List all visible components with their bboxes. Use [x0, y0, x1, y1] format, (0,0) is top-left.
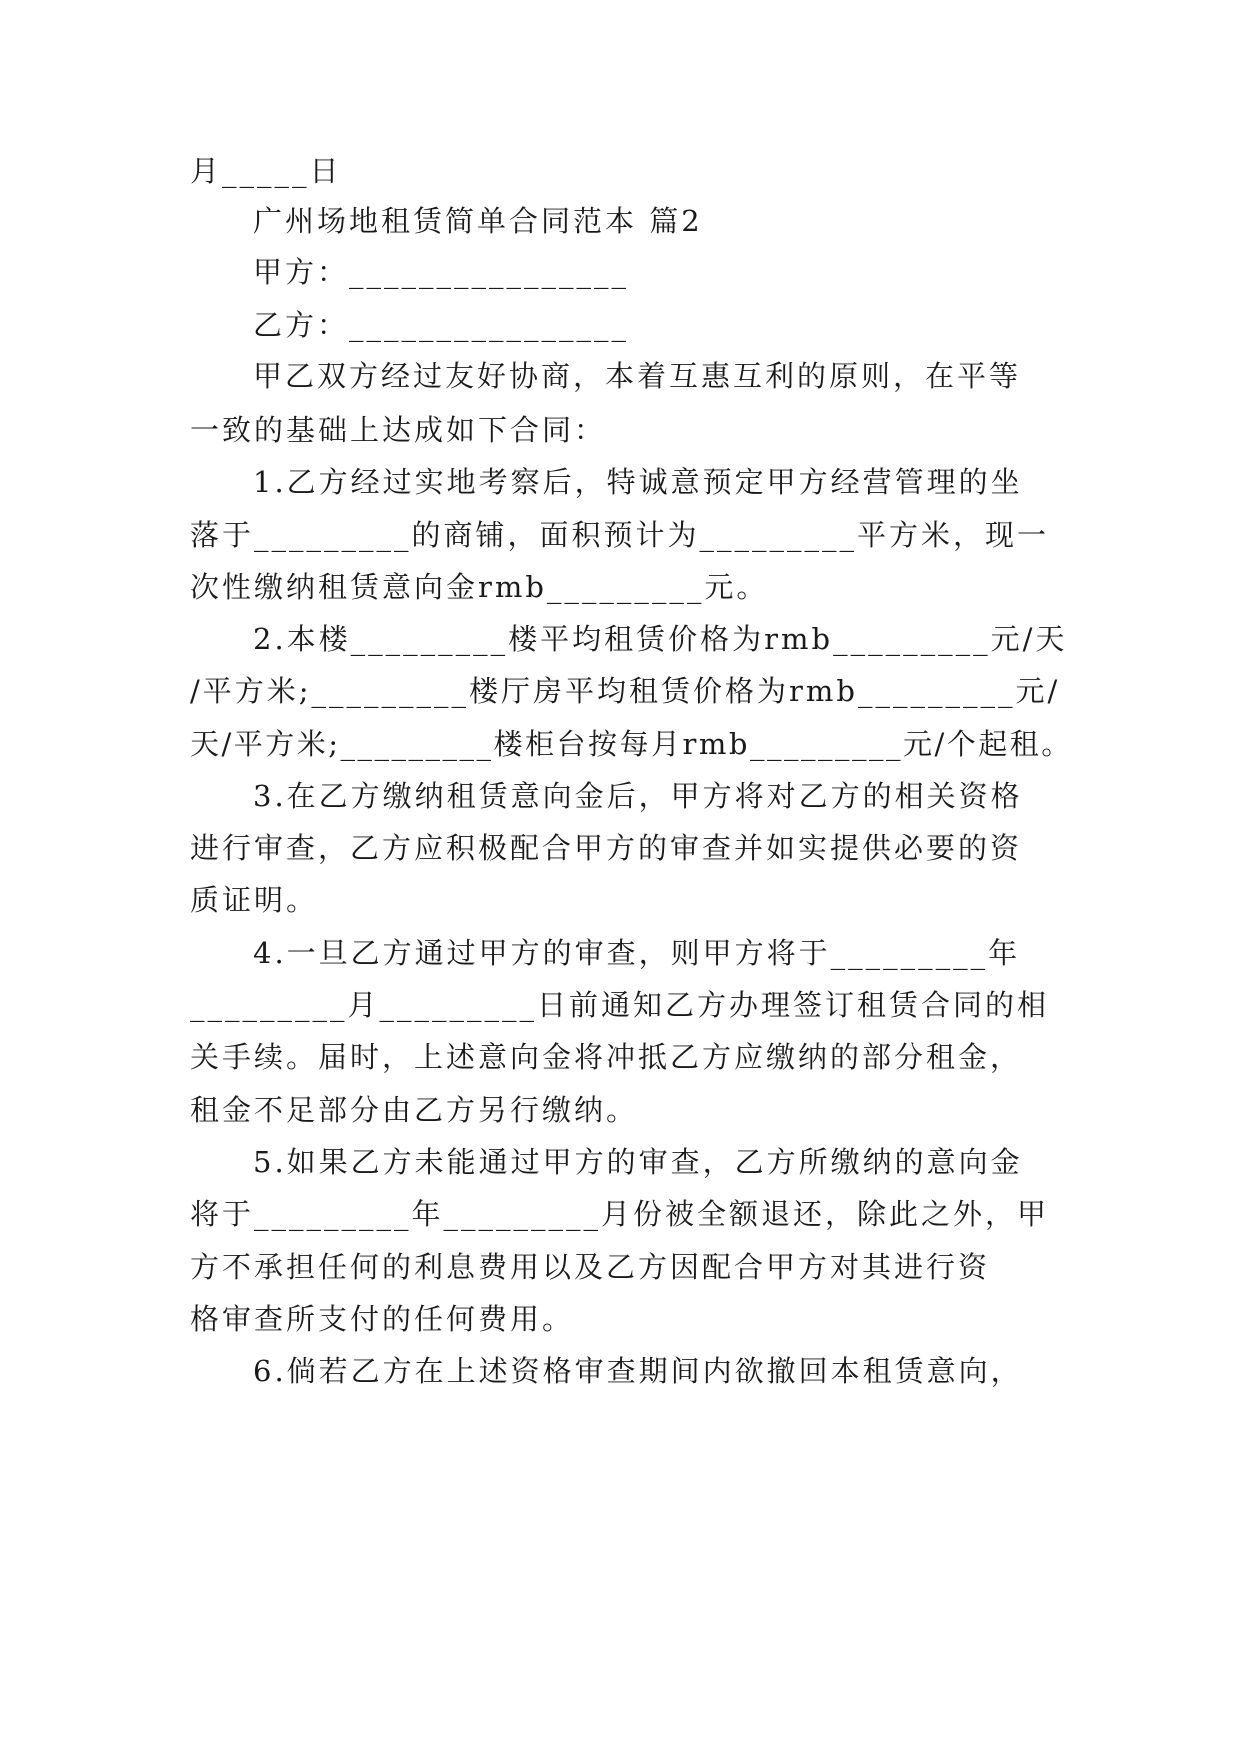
party-b-line: 乙方：________________: [253, 308, 630, 342]
date-line: 月_____日: [190, 154, 342, 188]
clause-4-line-3: 关手续。届时，上述意向金将冲抵乙方应缴纳的部分租金，: [190, 1040, 1023, 1074]
clause-4-line-4: 租金不足部分由乙方另行缴纳。: [190, 1093, 639, 1127]
clause-3-line-2: 进行审查，乙方应积极配合甲方的审查并如实提供必要的资: [190, 831, 1023, 865]
clause-4-line-1: 4.一旦乙方通过甲方的审查，则甲方将于_________年: [253, 936, 1021, 970]
clause-3-line-1: 3.在乙方缴纳租赁意向金后，甲方将对乙方的相关资格: [253, 779, 1023, 813]
contract-title: 广州场地租赁简单合同范本 篇2: [253, 204, 703, 238]
clause-1-line-2: 落于_________的商铺，面积预计为_________平方米，现一: [190, 518, 1050, 552]
clause-1-line-1: 1.乙方经过实地考察后，特诚意预定甲方经营管理的坐: [253, 465, 1023, 499]
clause-2-line-3: 天/平方米;_________楼柜台按每月rmb_________元/个起租。: [190, 727, 1073, 761]
clause-5-line-4: 格审查所支付的任何费用。: [190, 1302, 575, 1336]
clause-5-line-2: 将于_________年_________月份被全额退还，除此之外，甲: [190, 1197, 1050, 1231]
intro-line-2: 一致的基础上达成如下合同：: [190, 413, 607, 447]
clause-5-line-1: 5.如果乙方未能通过甲方的审查，乙方所缴纳的意向金: [253, 1145, 1023, 1179]
clause-6-line-1: 6.倘若乙方在上述资格审查期间内欲撤回本租赁意向，: [253, 1354, 1023, 1388]
clause-3-line-3: 质证明。: [190, 883, 319, 917]
clause-1-line-3: 次性缴纳租赁意向金rmb_________元。: [190, 570, 769, 604]
clause-5-line-3: 方不承担任何的利息费用以及乙方因配合甲方对其进行资: [190, 1250, 991, 1284]
clause-4-line-2: _________月_________日前通知乙方办理签订租赁合同的相: [190, 988, 1050, 1022]
party-a-line: 甲方：________________: [253, 255, 630, 289]
intro-line-1: 甲乙双方经过友好协商，本着互惠互利的原则，在平等: [253, 359, 1022, 393]
clause-2-line-2: /平方米;_________楼厅房平均租赁价格为rmb_________元/: [190, 674, 1061, 708]
clause-2-line-1: 2.本楼_________楼平均租赁价格为rmb_________元/天: [253, 622, 1068, 656]
